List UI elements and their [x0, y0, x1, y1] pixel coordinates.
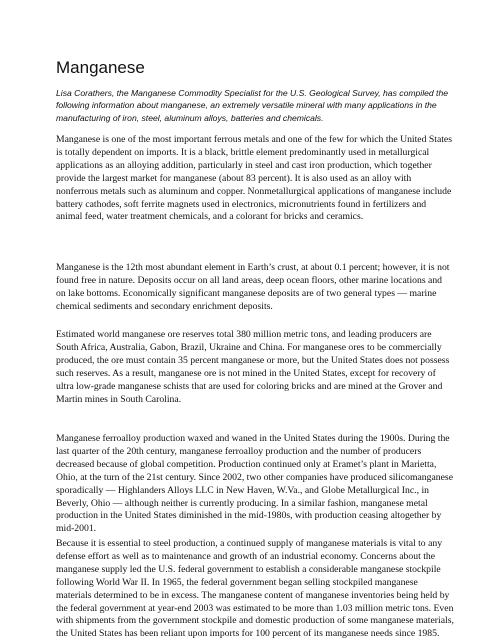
body-paragraph-4: Manganese ferroalloy production waxed and waned in the United States during the 1900s. During the last quarter of the 20th century, manganese ferroalloy production and the number of producers decreased because of global competition. Production continued only at Eramet’s plant in Marietta, Ohio, at the turn of the 21st century. Since 2002, two other companies have produced silicomanganese sporadically — Highlanders Alloys LLC in New Haven, W.Va., and Globe Metallurgical Inc., in Beverly, Ohio — although neither is currently producing. In a similar fashion, manganese metal production in the United States diminished in the mid-1980s, with production ceasing altogether by mid-2001. — [56, 433, 453, 535]
body-paragraph-5: Because it is essential to steel production, a continued supply of manganese materials is vital to any defense effort as well as to maintenance and growth of an industrial economy. Concerns about the manganese supply led the U.S. federal government to establish a considerable manganese stockpile following World War II. In 1965, the federal government began selling stockpiled manganese materials determined to be in excess. The manganese content of manganese inventories being held by the federal government at year-end 2003 was estimated to be more than 1.03 million metric tons. Even with shipments from the government stockpile and domestic production of some manganese materials, the United States has been reliant upon imports for 100 percent of its manganese needs since 1985. — [56, 538, 454, 640]
body-paragraph-3: Estimated world manganese ore reserves total 380 million metric tons, and leading producers are South Africa, Australia, Gabon, Brazil, Ukraine and China. For manganese ores to be commercially produced, the ore must contain 35 percent manganese or more, but the United States does not possess such reserves. As a result, manganese ore is not mined in the United States, except for recovery of ultra low-grade manganese schists that are used for coloring bricks and are mined at the Grover and Martin mines in South Carolina. — [56, 329, 450, 405]
page-title: Manganese — [56, 58, 145, 77]
intro-paragraph: Lisa Corathers, the Manganese Commodity Specialist for the U.S. Geological Survey, has compiled the following information about manganese, an extremely versatile mineral with many applications in the manufacturing of iron, steel, aluminum alloys, batteries and chemicals. — [56, 88, 449, 123]
body-paragraph-2: Manganese is the 12th most abundant element in Earth’s crust, at about 0.1 percent; however, it is not found free in nature. Deposits occur on all land areas, deep ocean floors, other marine locations and on lake bottoms. Economically significant manganese deposits are of two general types — marine chemical sediments and secondary enrichment deposits. — [56, 262, 450, 312]
body-paragraph-1: Manganese is one of the most important ferrous metals and one of the few for which the United States is totally dependent on imports. It is a black, brittle element predominantly used in metallurgical applications as an alloying addition, particularly in steel and cast iron production, which together provide the largest market for manganese (about 83 percent). It is also used as an alloy with nonferrous metals such as aluminum and copper. Nonmetallurgical applications of manganese include battery cathodes, soft ferrite magnets used in electronics, micronutrients found in fertilizers and animal feed, water treatment chemicals, and a colorant for bricks and ceramics. — [56, 134, 453, 223]
